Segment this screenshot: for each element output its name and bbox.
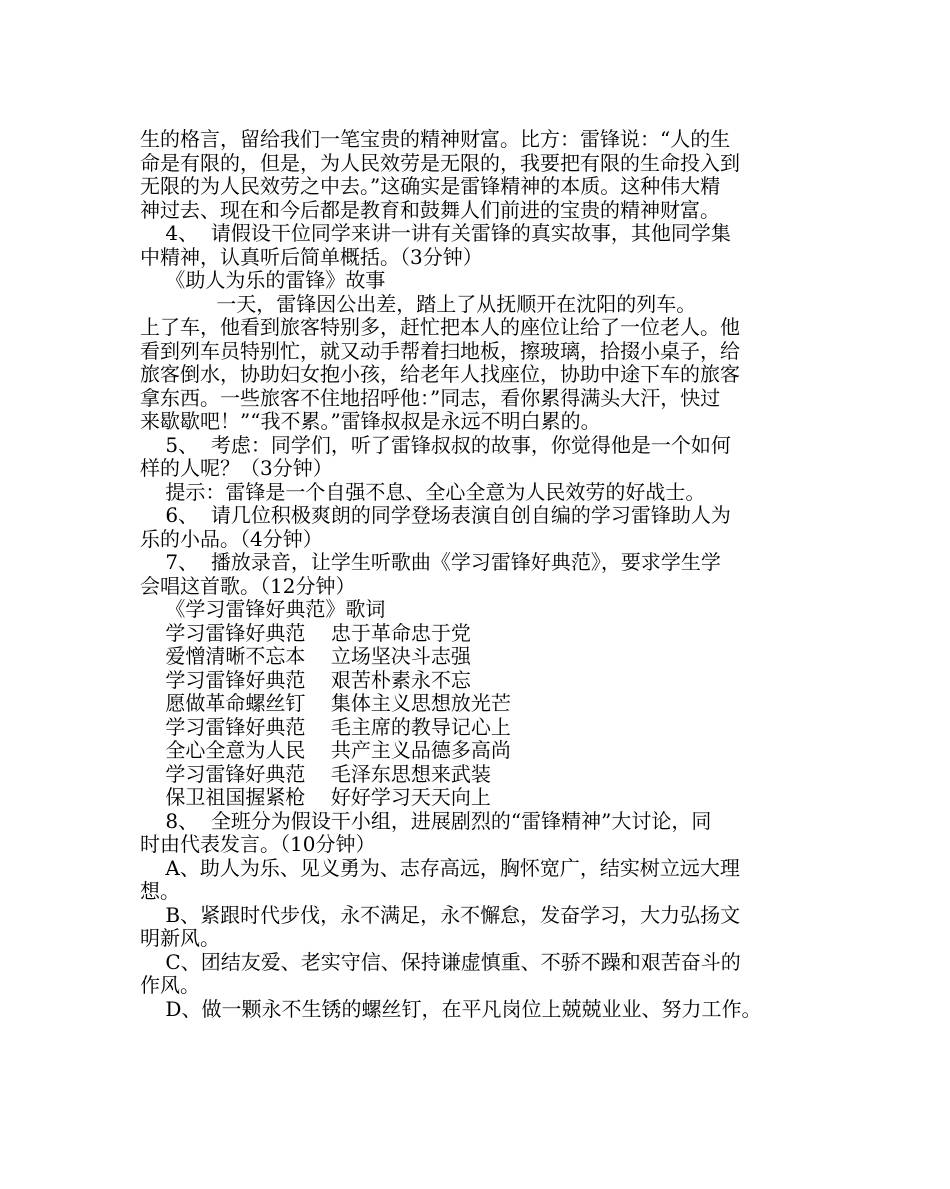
text-line: 8、 全班分为假设干小组，进展剧烈的“雷锋精神”大讨论，同 <box>140 809 712 833</box>
lyrics-line: 学习雷锋好典范 毛泽东思想来武装 <box>140 762 491 786</box>
text-line: 会唱这首歌。（12分钟） <box>140 574 356 598</box>
lyrics-line: 全心全意为人民 共产主义品德多高尚 <box>140 738 511 762</box>
text-line: 生的格言，留给我们一笔宝贵的精神财富。比方：雷锋说：“人的生 <box>140 127 731 151</box>
text-line: 提示：雷锋是一个自强不息、全心全意为人民效劳的好战士。 <box>140 480 706 504</box>
text-line: 4、 请假设干位同学来讲一讲有关雷锋的真实故事，其他同学集 <box>140 221 731 245</box>
text-line: 无限的为人民效劳之中去。”这确实是雷锋精神的本质。这种伟大精 <box>140 174 721 198</box>
text-line: 作风。 <box>140 973 200 997</box>
text-line: 上了车，他看到旅客特别多，赶忙把本人的座位让给了一位老人。他 <box>140 315 740 339</box>
text-line: 明新风。 <box>140 926 220 950</box>
text-line: 看到列车员特别忙，就又动手帮着扫地板，擦玻璃，拾掇小桌子，给 <box>140 339 740 363</box>
story-title: 《助人为乐的雷锋》故事 <box>140 268 386 292</box>
text-line: A、助人为乐、见义勇为、志存高远，胸怀宽广，结实树立远大理 <box>140 856 740 880</box>
text-line: 神过去、现在和今后都是教育和鼓舞人们前进的宝贵的精神财富。 <box>140 198 720 222</box>
lyrics-line: 爱憎清晰不忘本 立场坚决斗志强 <box>140 644 471 668</box>
text-line: D、做一颗永不生锈的螺丝钉，在平凡岗位上兢兢业业、努力工作。 <box>140 997 762 1021</box>
text-line: 命是有限的，但是，为人民效劳是无限的，我要把有限的生命投入到 <box>140 151 740 175</box>
text-line: 乐的小品。（4分钟） <box>140 527 323 551</box>
lyrics-title: 《学习雷锋好典范》歌词 <box>140 597 386 621</box>
text-line: C、团结友爱、老实守信、保持谦虚慎重、不骄不躁和艰苦奋斗的 <box>140 950 741 974</box>
text-line: 5、 考虑：同学们，听了雷锋叔叔的故事，你觉得他是一个如何 <box>140 433 731 457</box>
text-line: 旅客倒水，协助妇女抱小孩，给老年人找座位，协助中途下车的旅客 <box>140 362 740 386</box>
text-line: B、紧跟时代步伐，永不满足，永不懈怠，发奋学习，大力弘扬文 <box>140 903 741 927</box>
lyrics-line: 学习雷锋好典范 毛主席的教导记心上 <box>140 715 511 739</box>
lyrics-line: 学习雷锋好典范 艰苦朴素永不忘 <box>140 668 471 692</box>
text-line: 一天，雷锋因公出差，踏上了从抚顺开在沈阳的列车。 <box>140 292 697 316</box>
text-line: 中精神，认真听后简单概括。（3分钟） <box>140 245 483 269</box>
text-line: 来歇歇吧！”“我不累。”雷锋叔叔是永远不明白累的。 <box>140 409 601 433</box>
text-line: 时由代表发言。（10分钟） <box>140 832 376 856</box>
text-line: 7、 播放录音，让学生听歌曲《学习雷锋好典范》，要求学生学 <box>140 550 721 574</box>
lyrics-line: 愿做革命螺丝钉 集体主义思想放光芒 <box>140 691 511 715</box>
text-line: 拿东西。一些旅客不住地招呼他：”同志，看你累得满头大汗，快过 <box>140 386 721 410</box>
text-line: 6、 请几位积极爽朗的同学登场表演自创自编的学习雷锋助人为 <box>140 503 731 527</box>
text-line: 想。 <box>140 879 180 903</box>
lyrics-line: 保卫祖国握紧枪 好好学习天天向上 <box>140 785 491 809</box>
text-line: 样的人呢？（3分钟） <box>140 456 333 480</box>
lyrics-line: 学习雷锋好典范 忠于革命忠于党 <box>140 621 471 645</box>
